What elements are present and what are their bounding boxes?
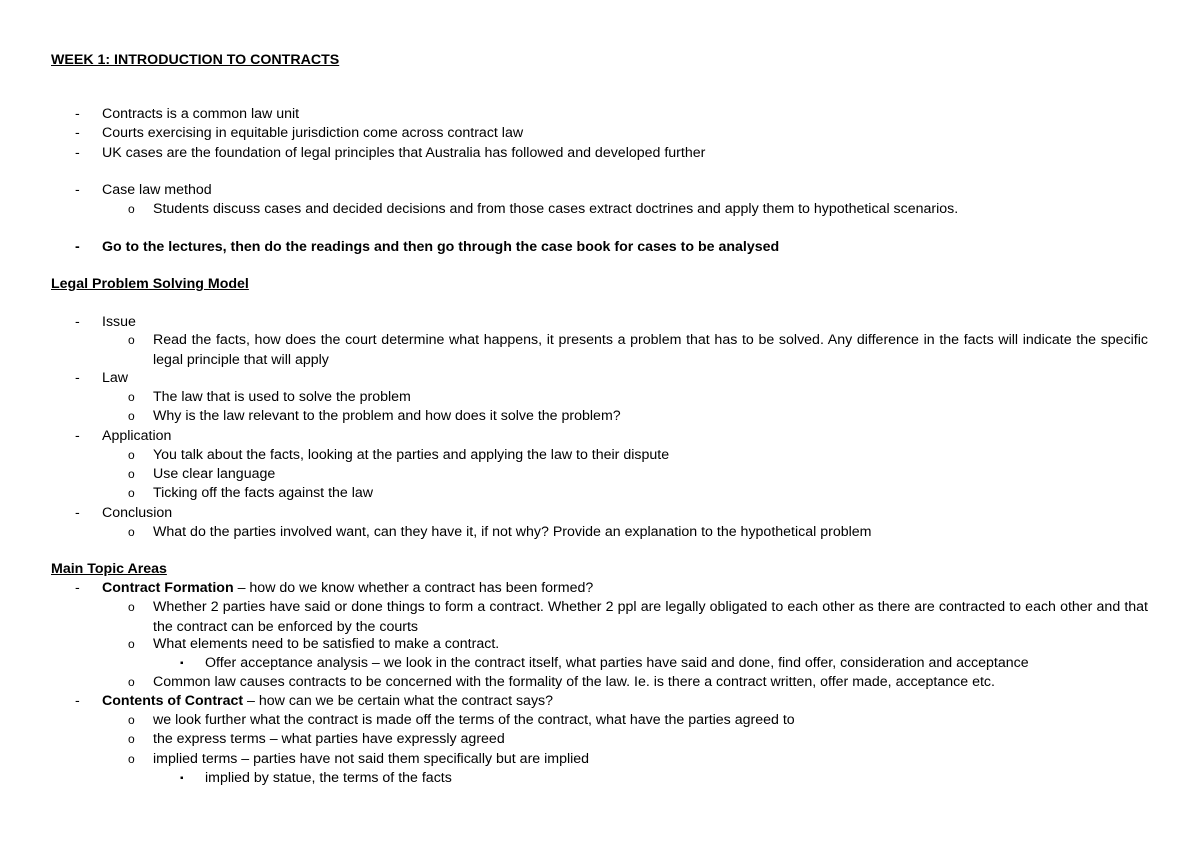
dash-bullet: -: [75, 370, 80, 386]
dash-bullet: -: [75, 580, 80, 596]
circle-bullet: o: [128, 713, 135, 727]
circle-bullet: o: [128, 390, 135, 404]
dash-bullet: -: [75, 106, 80, 122]
dash-bullet: -: [75, 693, 80, 709]
circle-bullet: o: [128, 448, 135, 462]
circle-bullet: o: [128, 333, 135, 347]
dash-bullet: -: [75, 314, 80, 330]
topic-label: Contract Formation: [102, 580, 234, 596]
dash-bullet: -: [75, 505, 80, 521]
circle-bullet: o: [128, 202, 135, 216]
circle-bullet: o: [128, 467, 135, 481]
dash-bullet: -: [75, 182, 80, 198]
study-tip: Go to the lectures, then do the readings and then go through the case book for cases to be analysed: [102, 239, 780, 255]
topic-label: Contents of Contract: [102, 693, 244, 709]
document-page: WEEK 1: INTRODUCTION TO CONTRACTS - Contracts is a common law unit - Courts exercising in equitable jurisdiction come across contract law - UK cases are the foundation of legal principles that Australia has followed and developed further - Case law method o Students discuss cases and decided decisions and from those cases extract doctrines and apply them to hypothetical scenarios. - Go to the lectures, then do the readings and then go through the case book for cases to be analysed Legal Problem Solving Model - Issue o Read the facts, how does the court determine what happens, it presents a problem that has to be solved. Any difference in the facts will indicate the specific legal principle that will apply - Law o The law that is used to solve the problem o Why is the law relevant to the problem and how does it solve the problem? - Application o You talk about the facts, looking at the parties and applying the law to their dispute o Use clear language o Ticking off the facts against the law - Conclusion o What do the parties involved want, can they have it, if not why? Provide an explanation to the hypothetical problem Main Topic Areas - Contract Formation – how do we know whether a contract has been formed? o Whether 2 parties have said or done things to form a contract. Whether 2 ppl are legally obligated to each other as there are contracted to each other and that the contract can be enforced by the courts o What elements need to be satisfied to make a contract. ▪ Offer acceptance analysis – we look in the contract itself, what parties have said and done, find offer, consideration and acceptance o Common law causes contracts to be concerned with the formality of the law. Ie. is there a contract written, offer made, acceptance etc. - Contents of Contract – how can we be certain what the contract says? o we look further what the contract is made off the terms of the contract, what have the parties agreed to o the express terms – what parties have expressly agreed o implied terms – parties have not said them specifically but are implied ▪ implied by statue, the terms of the facts: [51, 52, 1148, 786]
circle-bullet: o: [128, 525, 135, 539]
circle-bullet: o: [128, 732, 135, 746]
dash-bullet: -: [75, 145, 80, 161]
section-heading-model: Legal Problem Solving Model: [51, 276, 249, 292]
dash-bullet: -: [75, 125, 80, 141]
circle-bullet: o: [128, 409, 135, 423]
section-heading-topics: Main Topic Areas: [51, 561, 167, 577]
page-title: WEEK 1: INTRODUCTION TO CONTRACTS: [51, 52, 340, 68]
dash-bullet: -: [75, 239, 80, 255]
circle-bullet: o: [128, 637, 135, 651]
dash-bullet: -: [75, 428, 80, 444]
square-bullet: ▪: [180, 773, 184, 784]
circle-bullet: o: [128, 675, 135, 689]
circle-bullet: o: [128, 752, 135, 766]
circle-bullet: o: [128, 600, 135, 614]
circle-bullet: o: [128, 486, 135, 500]
square-bullet: ▪: [180, 658, 184, 669]
